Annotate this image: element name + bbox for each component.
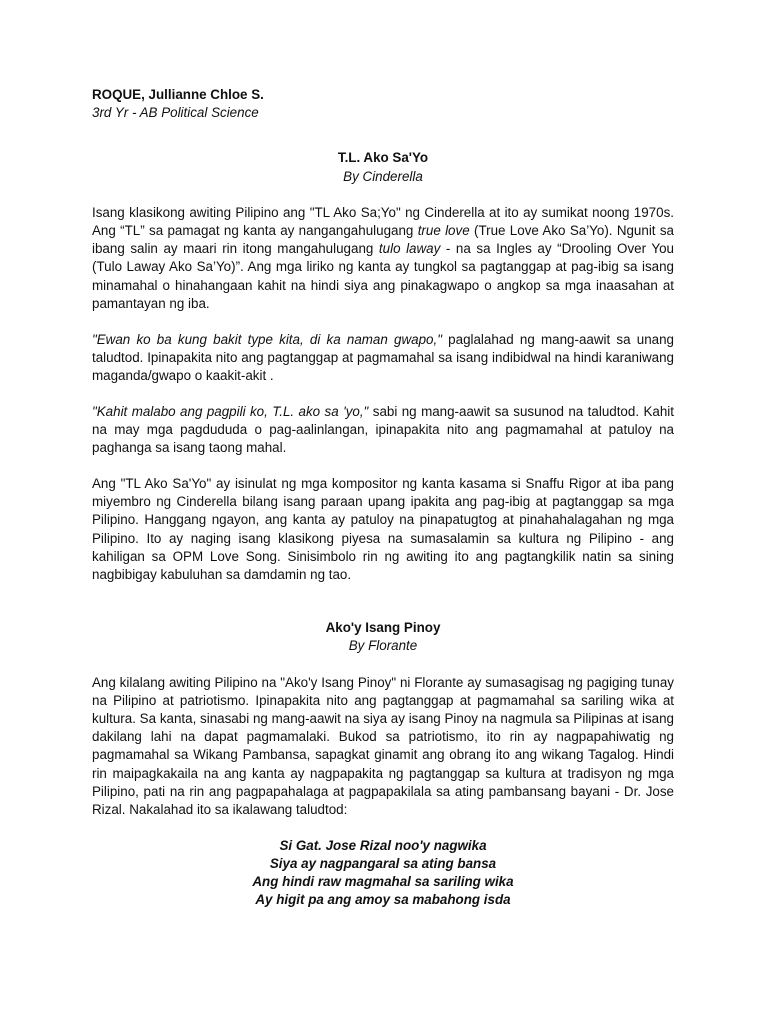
poem-line: Si Gat. Jose Rizal noo'y nagwika bbox=[279, 837, 487, 853]
author-course: 3rd Yr - AB Political Science bbox=[92, 105, 259, 121]
song-byline-2: By Florante bbox=[348, 638, 418, 654]
paragraph-2: "Ewan ko ba kung bakit type kita, di ka naman gwapo," paglalahad ng mang-aawit sa unang taludtod. Ipinapakita nito ang pagtanggap at pagmamahal sa isang indibidwal na hindi karaniwang maganda/gwapo o kaakit-akit . bbox=[92, 331, 675, 384]
lyric-quote: "Kahit malabo ang pagpili ko, T.L. ako sa 'yo," bbox=[92, 403, 369, 419]
paragraph-4: Ang "TL Ako Sa'Yo" ay isinulat ng mga kompositor ng kanta kasama si Snaffu Rigor at iba pang miyembro ng Cinderella bilang isang paraan upang ipakita ang pag-ibig at pagtanggap sa mga Pilipino. Hanggang ngayon, ang kanta ay patuloy na pinapatugtog at pinahahalagahan ng mga Pilipino. Ito ay naging isang klasikong piyesa na sumasalamin sa kultura ng Pilipino - ang kahiligan sa OPM Love Song. Sinisimbolo rin ng awiting ito ang pagtangkilik natin sa sining nagbibigay kabuluhan sa damdamin ng tao. bbox=[92, 476, 674, 583]
poem-line: Siya ay nagpangaral sa ating bansa bbox=[269, 856, 497, 872]
paragraph-1: Isang klasikong awiting Pilipino ang "TL Ako Sa;Yo" ng Cinderella at ito ay sumikat noong 1970s. Ang “TL” sa pamagat ng kanta ay nangangahulugang true love (True Love Ako Sa’Yo). Ngunit sa ibang salin ay maari rin itong mangahulugang tulo laway - na sa Ingles ay “Drooling Over You (Tulo Laway Ako Sa’Yo)”. Ang mga liriko ng kanta ay tungkol sa pagtanggap at pag-ibig sa isang minamahal o hinahangaan kahit na hindi siya ang pinakagwapo o angkop sa mga inaasahan at pamantayan ng iba. bbox=[92, 204, 674, 311]
paragraph-5: Ang kilalang awiting Pilipino na "Ako'y Isang Pinoy" ni Florante ay sumasagisag ng pagiging tunay na Pilipino at patriotismo. Ipinapakita nito ang pagtanggap at pagmamahal sa sariling wika at kultura. Sa kanta, sinasabi ng mang-aawit na siya ay isang Pinoy na nagmula sa Pilipinas at isang dakilang lahi na dapat pagmamalaki. Bukod sa patriotismo, ito rin ay nagpapahiwatig ng pagmamahal sa Wikang Pambansa, sapagkat ginamit ang obrang ito ang wikang Tagalog. Hindi rin maipagkakaila na ang kanta ay nagpapakita ng pagtanggap sa kultura at tradisyon ng mga Pilipino, pati na rin ang pagpapahalaga at pagpapakilala sa ating pambansang bayani - Dr. Jose Rizal. Nakalahad ito sa ikalawang taludtod: bbox=[92, 674, 674, 818]
song-title-1: T.L. Ako Sa'Yo bbox=[337, 150, 429, 166]
song-byline-1: By Cinderella bbox=[343, 168, 423, 184]
lyric-quote: "Ewan ko ba kung bakit type kita, di ka naman gwapo," bbox=[92, 331, 442, 347]
poem-line: Ay higit pa ang amoy sa mabahong isda bbox=[255, 892, 511, 908]
author-name: ROQUE, Jullianne Chloe S. bbox=[92, 87, 264, 102]
paragraph-3: "Kahit malabo ang pagpili ko, T.L. ako sa 'yo," sabi ng mang-aawit sa susunod na taludtod. Kahit na may mga pagdududa o pag-aalinlangan, ipinapakita nito ang pagmamahal at patuloy na paghanga sa isang taong mahal. bbox=[92, 403, 674, 456]
document-content bbox=[92, 86, 674, 910]
song-title-2: Ako'y Isang Pinoy bbox=[325, 620, 441, 636]
poem-line: Ang hindi raw magmahal sa sariling wika bbox=[252, 874, 514, 890]
